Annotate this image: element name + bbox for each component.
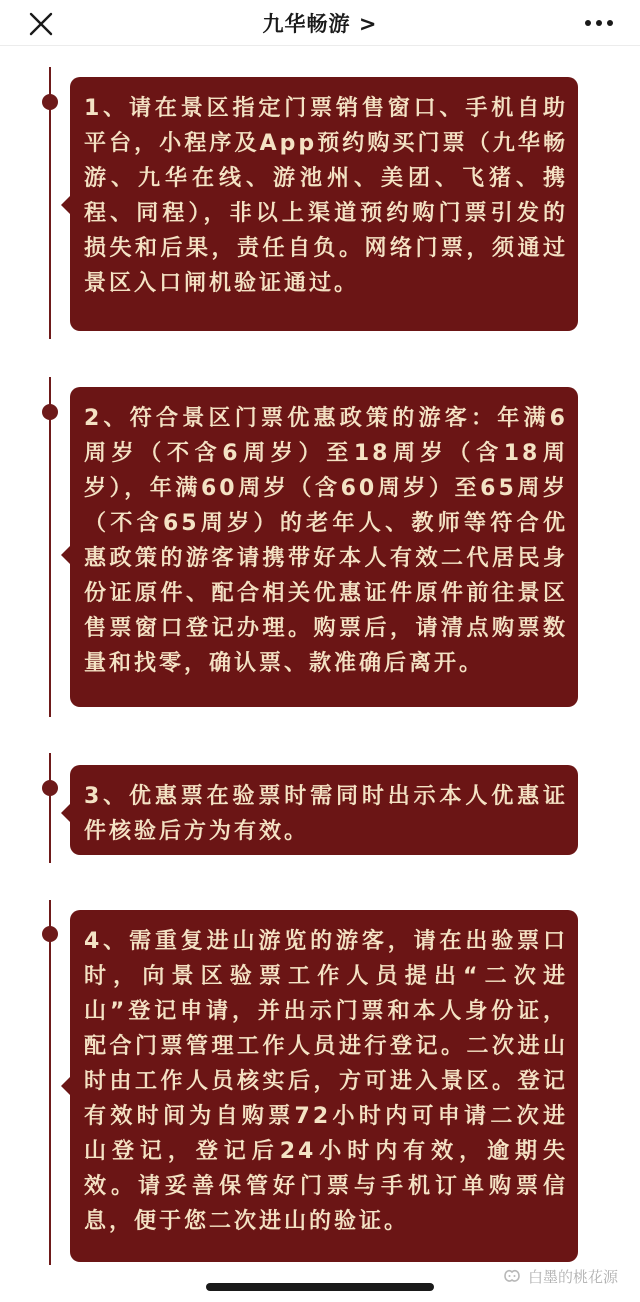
card-notch bbox=[61, 1076, 71, 1096]
card-notch bbox=[61, 803, 71, 823]
notice-text: 1、请在景区指定门票销售窗口、手机自助平台，小程序及App预约购买门票（九华畅游、九华在线、游池州、美团、飞猪、携程、同程），非以上渠道预约购门票引发的损失和后果，责任自负。网络门票，须通过景区入口闸机验证通过。 bbox=[84, 96, 568, 296]
article-content bbox=[0, 47, 640, 1302]
timeline-line bbox=[49, 377, 51, 717]
card-notch bbox=[61, 195, 71, 215]
navigation-bar bbox=[0, 0, 640, 46]
timeline-dot bbox=[42, 926, 58, 942]
notice-card bbox=[70, 77, 578, 331]
card-notch bbox=[61, 545, 71, 565]
watermark bbox=[502, 1263, 618, 1289]
home-indicator[interactable] bbox=[206, 1283, 434, 1291]
wechat-channel-icon bbox=[502, 1267, 522, 1285]
timeline-line bbox=[49, 753, 51, 863]
timeline-dot bbox=[42, 780, 58, 796]
notice-card bbox=[70, 910, 578, 1262]
timeline-dot bbox=[42, 404, 58, 420]
account-title-link[interactable]: 九华畅游 > bbox=[262, 12, 378, 36]
timeline-dot bbox=[42, 94, 58, 110]
more-dots-icon[interactable] bbox=[584, 19, 614, 27]
notice-card bbox=[70, 765, 578, 855]
notice-card bbox=[70, 387, 578, 707]
notice-text: 4、需重复进山游览的游客，请在出验票口时，向景区验票工作人员提出“二次进山”登记申请，并出示门票和本人身份证，配合门票管理工作人员进行登记。二次进山时由工作人员核实后，方可进入景区。登记有效时间为自购票72小时内可申请二次进山登记，登记后24小时内有效，逾期失效。请妥善保管好门票与手机订单购票信息，便于您二次进山的验证。 bbox=[84, 929, 568, 1234]
notice-text: 3、优惠票在验票时需同时出示本人优惠证件核验后方为有效。 bbox=[84, 784, 568, 844]
notice-text: 2、符合景区门票优惠政策的游客：年满6周岁（不含6周岁）至18周岁（含18周岁），年满60周岁（含60周岁）至65周岁（不含65周岁）的老年人、教师等符合优惠政策的游客请携带好本人有效二代居民身份证原件、配合相关优惠证件原件前往景区售票窗口登记办理。购票后，请清点购票数量和找零，确认票、款准确后离开。 bbox=[84, 406, 568, 676]
timeline-line bbox=[49, 900, 51, 1265]
watermark-text: 白墨的桃花源 bbox=[527, 1267, 618, 1286]
